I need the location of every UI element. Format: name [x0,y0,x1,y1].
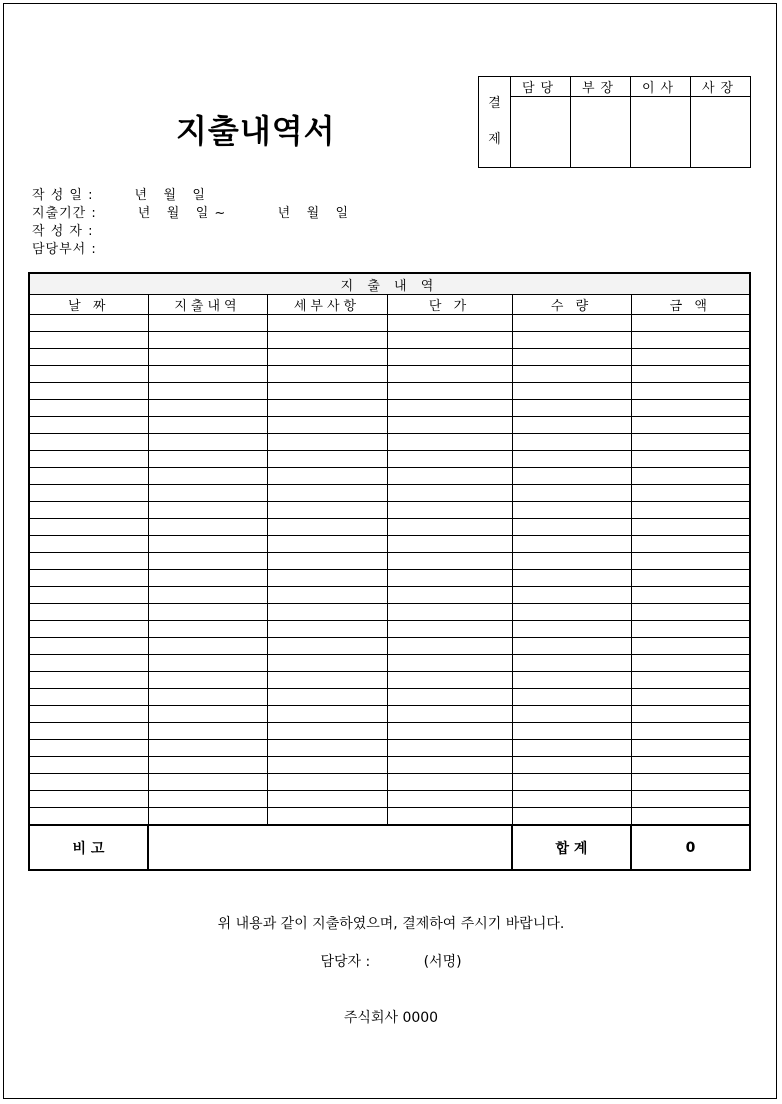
table-cell[interactable] [512,740,631,757]
table-cell[interactable] [29,349,148,366]
table-cell[interactable] [29,485,148,502]
table-cell[interactable] [267,434,387,451]
table-cell[interactable] [512,672,631,689]
table-row [29,723,750,740]
table-cell[interactable] [148,672,267,689]
table-cell[interactable] [631,757,750,774]
table-cell[interactable] [631,502,750,519]
table-row [29,774,750,791]
table-cell[interactable] [512,485,631,502]
table-cell[interactable] [148,485,267,502]
table-cell[interactable] [267,672,387,689]
info-dept: 담당부서 : [32,242,97,257]
table-cell[interactable] [631,621,750,638]
table-cell[interactable] [387,366,512,383]
table-cell[interactable] [631,672,750,689]
table-row [29,468,750,485]
table-cell[interactable] [512,502,631,519]
approval-sign-cell[interactable] [631,97,691,168]
table-cell[interactable] [631,638,750,655]
table-cell[interactable] [512,400,631,417]
table-cell[interactable] [512,366,631,383]
table-cell[interactable] [387,519,512,536]
table-cell[interactable] [512,519,631,536]
table-row [29,315,750,332]
table-row [29,672,750,689]
table-cell[interactable] [29,706,148,723]
table-row [29,536,750,553]
table-cell[interactable] [148,315,267,332]
section-title: 지 출 내 역 [29,273,750,295]
table-row [29,808,750,826]
table-cell[interactable] [387,621,512,638]
table-cell[interactable] [267,553,387,570]
table-cell[interactable] [267,332,387,349]
table-cell[interactable] [387,349,512,366]
table-cell[interactable] [148,349,267,366]
table-cell[interactable] [267,740,387,757]
table-cell[interactable] [512,434,631,451]
table-cell[interactable] [512,808,631,826]
table-cell[interactable] [148,791,267,808]
approval-sign-cell[interactable] [571,97,631,168]
column-header: 세부사항 [267,295,387,315]
table-cell[interactable] [631,536,750,553]
table-cell[interactable] [387,689,512,706]
table-cell[interactable] [148,383,267,400]
table-cell[interactable] [267,774,387,791]
table-cell[interactable] [631,655,750,672]
table-cell[interactable] [631,808,750,826]
table-row [29,451,750,468]
table-cell[interactable] [148,400,267,417]
table-cell[interactable] [387,400,512,417]
table-cell[interactable] [387,655,512,672]
table-cell[interactable] [148,570,267,587]
table-cell[interactable] [267,451,387,468]
table-row [29,604,750,621]
table-cell[interactable] [387,604,512,621]
table-row [29,400,750,417]
approval-side-bottom: 제 [488,132,501,147]
table-cell[interactable] [512,553,631,570]
table-cell[interactable] [512,757,631,774]
table-row [29,655,750,672]
table-cell[interactable] [512,570,631,587]
table-cell[interactable] [267,604,387,621]
table-row [29,570,750,587]
info-created: 작 성 일 : 년 월 일 [32,188,206,203]
table-cell[interactable] [631,400,750,417]
table-row [29,689,750,706]
table-cell[interactable] [148,451,267,468]
table-cell[interactable] [148,740,267,757]
table-cell[interactable] [631,570,750,587]
table-cell[interactable] [148,638,267,655]
table-cell[interactable] [267,757,387,774]
table-cell[interactable] [387,451,512,468]
table-cell[interactable] [267,485,387,502]
column-header: 금 액 [631,295,750,315]
table-cell[interactable] [387,553,512,570]
table-cell[interactable] [512,774,631,791]
table-row [29,434,750,451]
table-row [29,740,750,757]
table-cell[interactable] [267,383,387,400]
table-cell[interactable] [267,791,387,808]
remarks-label: 비 고 [29,825,148,870]
table-cell[interactable] [29,434,148,451]
approval-role: 부장 [571,77,631,97]
table-cell[interactable] [267,366,387,383]
table-row [29,417,750,434]
table-cell[interactable] [631,485,750,502]
table-cell[interactable] [29,808,148,826]
table-cell[interactable] [29,519,148,536]
table-cell[interactable] [29,791,148,808]
table-cell[interactable] [267,349,387,366]
table-row [29,587,750,604]
table-cell[interactable] [267,536,387,553]
table-cell[interactable] [29,451,148,468]
table-cell[interactable] [29,655,148,672]
table-cell[interactable] [387,536,512,553]
table-cell[interactable] [631,434,750,451]
remarks-field[interactable] [148,825,512,870]
table-row [29,791,750,808]
table-row [29,502,750,519]
table-cell[interactable] [267,723,387,740]
table-cell[interactable] [267,655,387,672]
table-cell[interactable] [148,655,267,672]
table-cell[interactable] [29,417,148,434]
table-cell[interactable] [631,587,750,604]
table-cell[interactable] [267,315,387,332]
table-row [29,553,750,570]
table-cell[interactable] [29,502,148,519]
table-cell[interactable] [29,774,148,791]
approval-role: 담당 [511,77,571,97]
table-cell[interactable] [29,315,148,332]
table-cell[interactable] [387,638,512,655]
table-cell[interactable] [387,502,512,519]
approval-role: 이사 [631,77,691,97]
table-cell[interactable] [267,400,387,417]
info-author: 작 성 자 : [32,224,94,239]
table-cell[interactable] [512,417,631,434]
table-cell[interactable] [387,587,512,604]
table-row [29,706,750,723]
table-cell[interactable] [512,315,631,332]
table-cell[interactable] [387,434,512,451]
table-cell[interactable] [387,417,512,434]
table-cell[interactable] [387,774,512,791]
table-cell[interactable] [267,502,387,519]
table-cell[interactable] [387,383,512,400]
table-cell[interactable] [512,706,631,723]
table-cell[interactable] [631,689,750,706]
table-cell[interactable] [512,349,631,366]
table-cell[interactable] [387,570,512,587]
table-cell[interactable] [387,757,512,774]
table-cell[interactable] [148,468,267,485]
table-cell[interactable] [267,706,387,723]
expense-table [28,272,751,871]
table-cell[interactable] [267,519,387,536]
table-cell[interactable] [631,723,750,740]
table-cell[interactable] [631,451,750,468]
closing-statement: 위 내용과 같이 지출하였으며, 결제하여 주시기 바랍니다. [217,916,565,932]
table-cell[interactable] [267,638,387,655]
table-cell[interactable] [29,621,148,638]
table-cell[interactable] [512,689,631,706]
table-row [29,621,750,638]
total-label: 합 계 [512,825,631,870]
table-cell[interactable] [512,468,631,485]
table-cell[interactable] [387,706,512,723]
table-cell[interactable] [29,672,148,689]
table-cell[interactable] [29,740,148,757]
column-header: 지출내역 [148,295,267,315]
table-cell[interactable] [631,519,750,536]
table-cell[interactable] [512,638,631,655]
signer-line: 담당자 : (서명) [320,954,462,970]
column-header: 날 짜 [29,295,148,315]
table-cell[interactable] [631,417,750,434]
approval-side-label [479,77,511,168]
table-cell[interactable] [29,468,148,485]
info-period: 지출기간 : 년 월 일 ~ 년 월 일 [32,206,350,221]
table-cell[interactable] [512,604,631,621]
approval-sign-cell[interactable] [691,97,751,168]
table-cell[interactable] [29,400,148,417]
table-cell[interactable] [148,587,267,604]
approval-sign-cell[interactable] [511,97,571,168]
approval-role: 사장 [691,77,751,97]
table-cell[interactable] [631,706,750,723]
table-cell[interactable] [148,774,267,791]
table-cell[interactable] [267,621,387,638]
table-cell[interactable] [29,723,148,740]
table-cell[interactable] [512,621,631,638]
table-cell[interactable] [267,689,387,706]
table-cell[interactable] [631,349,750,366]
table-cell[interactable] [29,638,148,655]
table-cell[interactable] [631,383,750,400]
table-cell[interactable] [148,808,267,826]
table-cell[interactable] [631,553,750,570]
table-cell[interactable] [29,689,148,706]
table-cell[interactable] [387,808,512,826]
table-cell[interactable] [387,332,512,349]
table-cell[interactable] [631,791,750,808]
table-cell[interactable] [512,723,631,740]
table-cell[interactable] [512,587,631,604]
table-cell[interactable] [148,332,267,349]
table-row [29,638,750,655]
table-cell[interactable] [387,791,512,808]
table-row [29,757,750,774]
table-cell[interactable] [387,672,512,689]
table-cell[interactable] [148,757,267,774]
approval-side-top: 결 [488,96,501,111]
table-cell[interactable] [512,655,631,672]
table-cell[interactable] [631,774,750,791]
document-title: 지출내역서 [176,112,336,150]
table-cell[interactable] [148,417,267,434]
table-cell[interactable] [267,808,387,826]
table-cell[interactable] [29,604,148,621]
table-cell[interactable] [148,434,267,451]
table-cell[interactable] [29,570,148,587]
table-cell[interactable] [148,366,267,383]
table-cell[interactable] [387,723,512,740]
table-cell[interactable] [512,383,631,400]
table-cell[interactable] [512,791,631,808]
table-row [29,349,750,366]
table-cell[interactable] [148,706,267,723]
table-cell[interactable] [29,757,148,774]
table-cell[interactable] [631,315,750,332]
table-row [29,383,750,400]
column-header: 수 량 [512,295,631,315]
table-cell[interactable] [512,451,631,468]
table-cell[interactable] [29,553,148,570]
table-cell[interactable] [267,570,387,587]
table-row [29,519,750,536]
column-header: 단 가 [387,295,512,315]
table-cell[interactable] [267,587,387,604]
company-name: 주식회사 0000 [343,1010,439,1026]
table-cell[interactable] [631,740,750,757]
table-cell[interactable] [148,502,267,519]
table-cell[interactable] [512,536,631,553]
table-cell[interactable] [631,332,750,349]
table-cell[interactable] [267,468,387,485]
table-cell[interactable] [29,366,148,383]
table-cell[interactable] [148,553,267,570]
table-cell[interactable] [148,621,267,638]
table-cell[interactable] [148,519,267,536]
table-row [29,332,750,349]
table-cell[interactable] [631,604,750,621]
table-cell[interactable] [387,485,512,502]
table-cell[interactable] [29,383,148,400]
table-cell[interactable] [387,740,512,757]
approval-box [478,76,751,168]
table-cell[interactable] [512,332,631,349]
table-cell[interactable] [148,604,267,621]
table-row [29,485,750,502]
table-cell[interactable] [29,332,148,349]
table-cell[interactable] [148,536,267,553]
table-cell[interactable] [148,689,267,706]
table-cell[interactable] [387,315,512,332]
table-cell[interactable] [29,587,148,604]
table-cell[interactable] [631,468,750,485]
total-value: 0 [631,825,750,870]
table-cell[interactable] [631,366,750,383]
table-cell[interactable] [387,468,512,485]
table-row [29,366,750,383]
table-cell[interactable] [267,417,387,434]
table-cell[interactable] [148,723,267,740]
table-cell[interactable] [29,536,148,553]
